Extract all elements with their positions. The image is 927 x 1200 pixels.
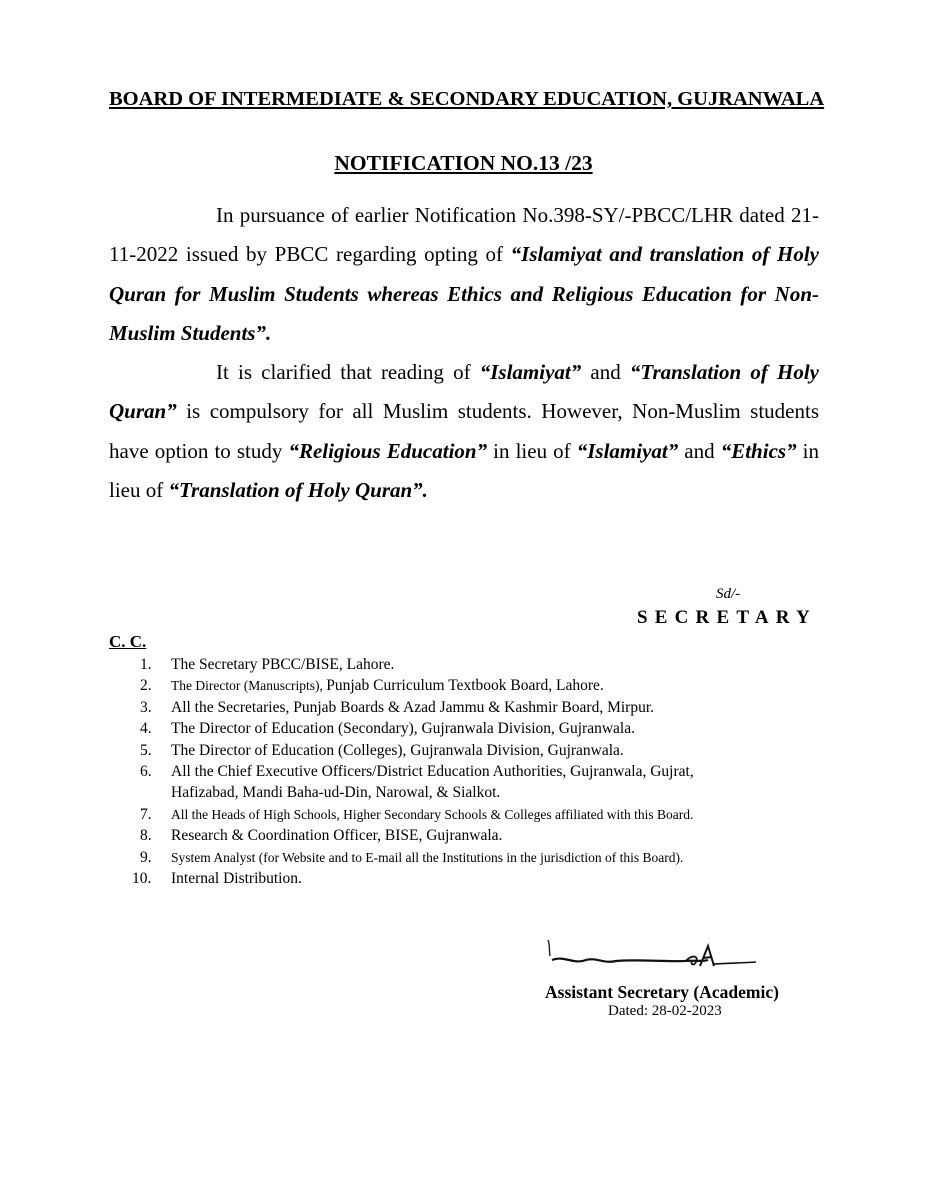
paragraph2-emphasis-5: “Ethics” <box>720 438 797 463</box>
date-line: Dated: 28-02-2023 <box>608 1003 722 1019</box>
paragraph2-emphasis-4: “Islamiyat” <box>576 438 679 463</box>
cc-item-number: 7. <box>140 805 152 823</box>
cc-item-number: 1. <box>140 656 152 673</box>
paragraph2-emphasis-1: “Islamiyat” <box>479 360 582 384</box>
paragraph2-emphasis-3: “Religious Education” <box>288 438 488 463</box>
paragraph2-text-5: and <box>678 438 721 463</box>
body-paragraph-2 <box>109 353 819 510</box>
cc-item <box>140 718 840 739</box>
cc-item-number: 4. <box>140 720 152 738</box>
paragraph1-emphasis: “Islamiyat and translation of Holy Quran for Muslim Students whereas Ethics and Religious Education for Non-Muslim Students”. <box>109 242 819 345</box>
paragraph2-text-3: is compulsory for all Muslim students. However, Non-Muslim students have option to study <box>109 399 819 463</box>
paragraph2-text-1: It is clarified that reading of <box>216 360 480 384</box>
cc-list <box>132 654 840 889</box>
cc-item-text: The Director of Education (Secondary), Gujranwala Division, Gujranwala. <box>171 720 635 738</box>
cc-item-text: Punjab Curriculum Textbook Board, Lahore. <box>326 677 604 695</box>
paragraph2-text-6: in lieu of <box>109 438 819 502</box>
handwritten-signature <box>544 938 759 974</box>
signed-mark: Sd/- <box>716 586 741 602</box>
cc-item <box>140 761 840 804</box>
cc-item-number: 10. <box>132 870 152 888</box>
cc-item <box>140 847 840 868</box>
cc-item <box>140 740 840 761</box>
cc-item-number: 3. <box>140 698 152 716</box>
cc-item-number: 8. <box>140 827 152 845</box>
cc-item <box>140 675 840 696</box>
paragraph2-emphasis-2: “Translation of Holy Quran” <box>109 360 819 424</box>
cc-label: C. C. <box>109 632 147 651</box>
cc-item-text: All the Heads of High Schools, Higher Secondary Schools & Colleges affiliated with this Board. <box>171 806 694 822</box>
paragraph2-text-4: in lieu of <box>487 438 577 463</box>
cc-item-text: All the Secretaries, Punjab Boards & Azad Jammu & Kashmir Board, Mirpur. <box>171 698 654 716</box>
cc-item-text: System Analyst (for Website and to E-mail all the Institutions in the jurisdiction of this Board). <box>171 849 684 865</box>
cc-item-text: All the Chief Executive Officers/District Education Authorities, Gujranwala, Gujrat, <box>171 763 694 781</box>
cc-item-text-continued: Hafizabad, Mandi Baha-ud-Din, Narowal, & Sialkot. <box>171 784 501 802</box>
cc-item-text: Research & Coordination Officer, BISE, Gujranwala. <box>171 827 503 845</box>
cc-item <box>140 697 840 718</box>
cc-item-text: Internal Distribution. <box>171 870 302 888</box>
paragraph2-emphasis-6: “Translation of Holy Quran”. <box>168 477 428 502</box>
cc-item <box>132 868 840 889</box>
secretary-title: SECRETARY <box>637 607 817 628</box>
paragraph1-text: In pursuance of earlier Notification No.398-SY/-PBCC/LHR dated 21-11-2022 issued by PBCC regarding opting of <box>109 203 819 267</box>
body-paragraph-1 <box>109 196 819 353</box>
cc-item <box>140 654 840 675</box>
cc-item-text: The Director of Education (Colleges), Gujranwala Division, Gujranwala. <box>171 741 624 759</box>
cc-item-number: 9. <box>140 848 152 866</box>
notification-title: NOTIFICATION NO.13 /23 <box>334 151 593 175</box>
cc-item-number: 5. <box>140 741 152 759</box>
board-header: BOARD OF INTERMEDIATE & SECONDARY EDUCATION, GUJRANWALA <box>109 88 825 110</box>
cc-item <box>140 804 840 825</box>
cc-item-number: 2. <box>140 677 152 695</box>
cc-item <box>140 825 840 846</box>
cc-item-text: The Secretary PBCC/BISE, Lahore. <box>171 656 395 673</box>
assistant-secretary-title: Assistant Secretary (Academic) <box>545 982 779 1002</box>
cc-item-text-small: The Director (Manuscripts), <box>171 678 327 694</box>
paragraph2-text-2: and <box>581 360 630 384</box>
cc-item-number: 6. <box>140 763 152 781</box>
